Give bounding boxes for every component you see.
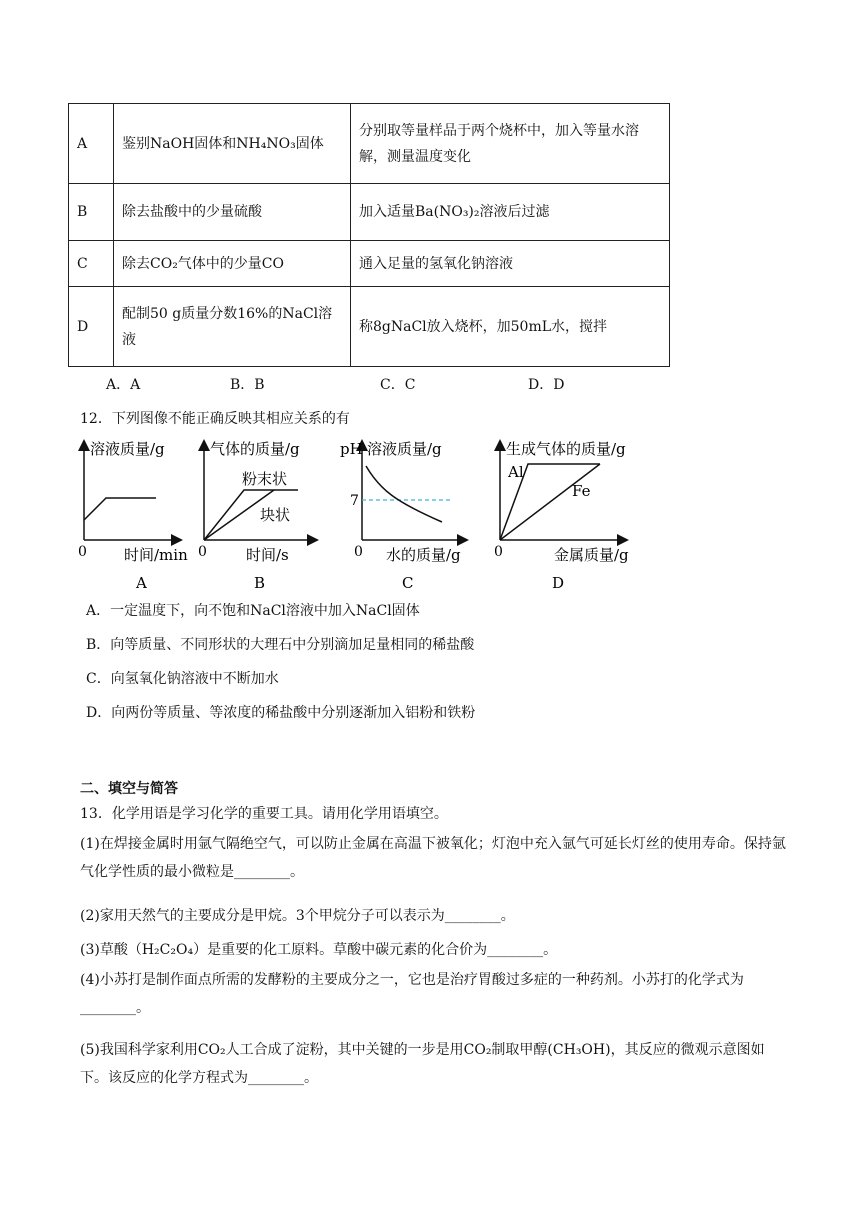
graph-b-line1-label: 粉末状: [242, 470, 288, 488]
row-goal: 除去盐酸中的少量硫酸: [114, 184, 351, 241]
table-row: [69, 287, 670, 367]
q13-part-1: (1)在焊接金属时用氩气隔绝空气，可以防止金属在高温下被氧化；灯泡中充入氩气可延长灯丝的使用寿命。保持氩气化学性质的最小微粒是________。: [80, 836, 786, 880]
graph-c-tick-7: 7: [350, 493, 359, 509]
graph-b-ylabel: 气体的质量/g: [210, 440, 300, 458]
q12-graphs: [70, 432, 650, 594]
row-method: 称8gNaCl放入烧杯，加50mL水，搅拌: [351, 287, 670, 367]
table-row: [69, 184, 670, 241]
q13-part-2: (2)家用天然气的主要成分是甲烷。3个甲烷分子可以表示为________。: [80, 908, 515, 924]
q12-option-b: B．向等质量、不同形状的大理石中分别滴加足量相同的稀盐酸: [86, 637, 475, 653]
row-label: B: [69, 184, 114, 241]
graph-c-caption: C: [402, 574, 414, 592]
row-goal: 配制50 g质量分数16%的NaCl溶液: [114, 287, 351, 367]
graph-b-caption: B: [254, 574, 266, 592]
row-label: C: [69, 241, 114, 287]
graph-a-xlabel: 时间/min: [124, 546, 188, 564]
q13-stem: 13．化学用语是学习化学的重要工具。请用化学用语填空。: [80, 806, 448, 822]
graph-b: [198, 440, 316, 592]
graph-b-xlabel: 时间/s: [246, 546, 289, 564]
choice-c: C．C: [380, 377, 416, 393]
q13-part-4: (4)小苏打是制作面点所需的发酵粉的主要成分之一，它也是治疗胃酸过多症的一种药剂。小苏打的化学式为________。: [80, 972, 744, 1016]
graph-c: [340, 440, 466, 592]
graph-d: [494, 440, 629, 592]
graph-d-origin: 0: [494, 544, 503, 560]
graph-c-curve: [366, 466, 442, 522]
graph-a-origin: 0: [78, 544, 87, 560]
table-row: [69, 104, 670, 184]
q12-option-c: C．向氢氧化钠溶液中不断加水: [86, 671, 279, 687]
graph-d-ylabel: 生成气体的质量/g: [506, 440, 626, 458]
graph-d-caption: D: [552, 574, 565, 592]
graph-a-caption: A: [136, 574, 147, 592]
row-method: 通入足量的氢氧化钠溶液: [351, 241, 670, 287]
graph-a: [78, 440, 188, 592]
q12-option-a: A．一定温度下，向不饱和NaCl溶液中加入NaCl固体: [86, 603, 420, 619]
row-goal: 鉴别NaOH固体和NH₄NO₃固体: [114, 104, 351, 184]
q13-part-3: (3)草酸（H₂C₂O₄）是重要的化工原料。草酸中碳元素的化合价为________。: [80, 942, 558, 958]
options-table: [68, 103, 670, 367]
row-label: D: [69, 287, 114, 367]
graph-c-origin: 0: [354, 544, 363, 560]
table-row: [69, 241, 670, 287]
q13-part-5: (5)我国科学家利用CO₂人工合成了淀粉，其中关键的一步是用CO₂制取甲醇(CH₃OH)，其反应的微观示意图如下。该反应的化学方程式为________。: [80, 1042, 765, 1086]
row-label: A: [69, 104, 114, 184]
graph-a-ylabel: 溶液质量/g: [90, 440, 165, 458]
graph-d-fe-label: Fe: [572, 482, 591, 500]
graph-d-xlabel: 金属质量/g: [554, 546, 629, 564]
row-method: 加入适量Ba(NO₃)₂溶液后过滤: [351, 184, 670, 241]
graph-c-ylabel: 溶液质量/g: [367, 440, 442, 458]
q12-stem: 12．下列图像不能正确反映其相应关系的有: [80, 411, 350, 427]
choice-b: B．B: [230, 377, 265, 393]
graph-b-origin: 0: [198, 544, 207, 560]
graph-a-curve: [84, 498, 156, 520]
row-method: 分别取等量样品于两个烧杯中，加入等量水溶解，测量温度变化: [351, 104, 670, 184]
graph-b-line2-label: 块状: [260, 506, 291, 524]
q12-option-d: D．向两份等质量、等浓度的稀盐酸中分别逐渐加入铝粉和铁粉: [86, 705, 476, 721]
graph-c-ph-label: pH: [340, 440, 363, 458]
graph-d-al-label: Al: [508, 463, 524, 481]
choice-a: A．A: [106, 377, 141, 393]
choice-d: D．D: [528, 377, 565, 393]
graph-c-xlabel: 水的质量/g: [386, 546, 461, 564]
section-heading: 二、填空与简答: [80, 781, 178, 797]
row-goal: 除去CO₂气体中的少量CO: [114, 241, 351, 287]
